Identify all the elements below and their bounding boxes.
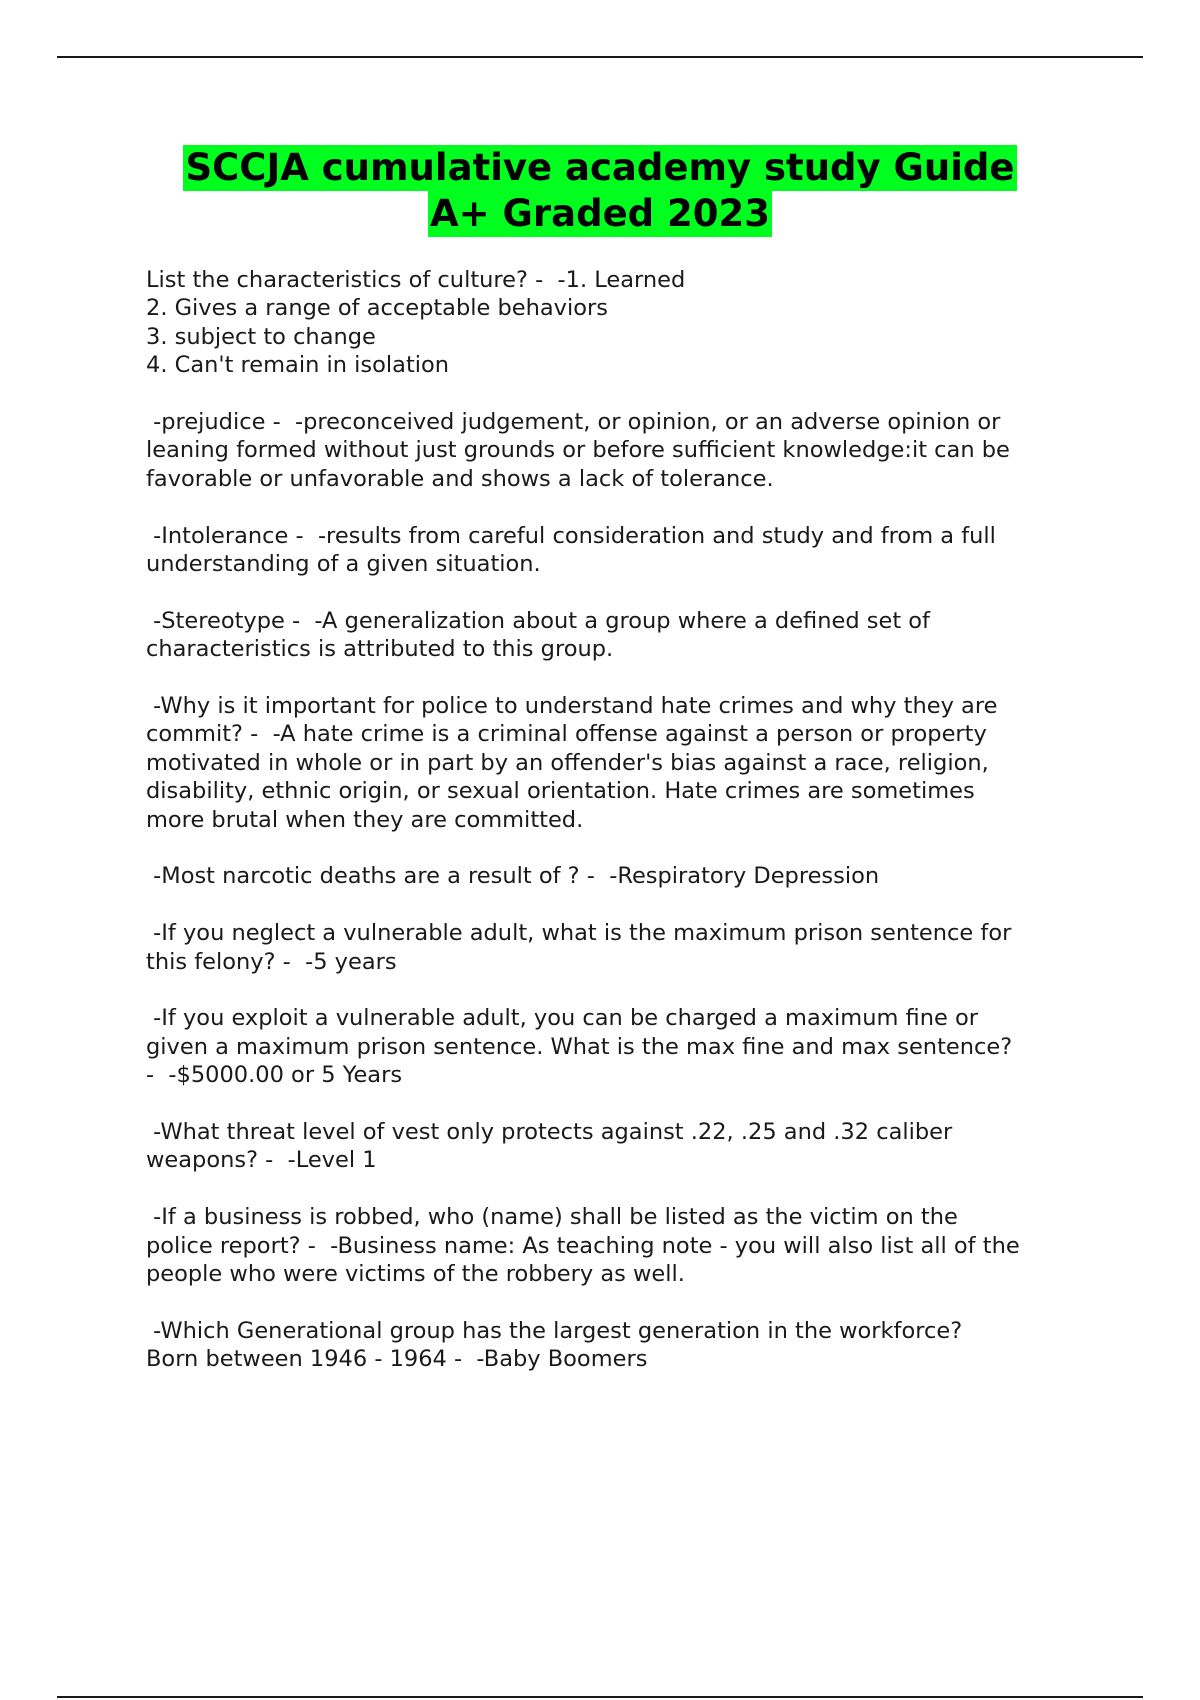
qa-entry: -prejudice - -preconceived judgement, or opinion, or an adverse opinion or leaning formed without just grounds or before sufficient knowledge:it can be favorable or unfavorable and shows a lack of tolerance. bbox=[146, 409, 1010, 492]
qa-entry: -Most narcotic deaths are a result of ? - -Respiratory Depression bbox=[146, 863, 880, 890]
document-title bbox=[0, 145, 1200, 237]
qa-entry: List the characteristics of culture? - -1. Learned 2. Gives a range of acceptable behaviors 3. subject to change 4. Can't remain in isolation bbox=[146, 267, 686, 379]
qa-entry: -If you exploit a vulnerable adult, you can be charged a maximum fine or given a maximum prison sentence. What is the max fine and max sentence? - -$5000.00 or 5 Years bbox=[146, 1005, 1013, 1089]
qa-entry: -If a business is robbed, who (name) shall be listed as the victim on the police report? - -Business name: As teaching note - you will also list all of the people who were victims of the robbery as well. bbox=[146, 1204, 1020, 1288]
qa-entry: -What threat level of vest only protects against .22, .25 and .32 caliber weapons? - -Level 1 bbox=[146, 1119, 953, 1174]
qa-entry: -Intolerance - -results from careful consideration and study and from a full understanding of a given situation. bbox=[146, 522, 996, 578]
title-line-1: SCCJA cumulative academy study Guide bbox=[185, 146, 1015, 189]
top-divider bbox=[57, 56, 1143, 58]
bottom-divider bbox=[57, 1696, 1143, 1698]
title-line-2: A+ Graded 2023 bbox=[429, 192, 771, 235]
qa-entry: -Why is it important for police to understand hate crimes and why they are commit? - -A hate crime is a criminal offense against a person or property motivated in whole or in part by an offender's bias against a race, religion, disability, ethnic origin, or sexual orientation. Hate crimes are sometimes more brutal when they are committed. bbox=[146, 693, 998, 833]
study-guide-content bbox=[146, 266, 1096, 1402]
qa-entry: -Which Generational group has the largest generation in the workforce? Born between 1946 - 1964 - -Baby Boomers bbox=[146, 1317, 963, 1373]
qa-entry: -Stereotype - -A generalization about a group where a defined set of characteristics is attributed to this group. bbox=[146, 607, 930, 663]
qa-entry: -If you neglect a vulnerable adult, what is the maximum prison sentence for this felony? - -5 years bbox=[146, 920, 1012, 975]
